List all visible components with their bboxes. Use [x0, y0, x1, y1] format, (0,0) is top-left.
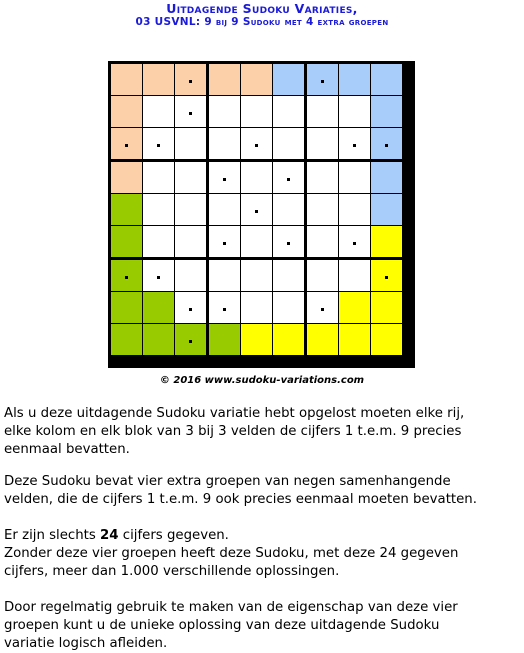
page-title: Uitdagende Sudoku Variaties,	[166, 1, 358, 16]
grid-cell-blue	[371, 64, 402, 95]
grid-cell-blue	[371, 162, 402, 193]
grid-cell-white	[143, 260, 174, 291]
grid-cell-white	[209, 162, 240, 193]
grid-cell-orange	[175, 64, 206, 95]
grid-cell-green	[111, 194, 142, 225]
grid-cell-yellow	[307, 324, 338, 355]
grid-cell-white	[339, 226, 370, 257]
text-line: groepen kunt u de unieke oplossing van deze uitdagende Sudoku	[4, 618, 440, 633]
text-line: cijfers, meer dan 1.000 verschillende oplossingen.	[4, 564, 340, 579]
solution-paragraph	[4, 599, 520, 653]
groups-paragraph	[4, 473, 520, 509]
grid-cell-white	[241, 260, 272, 291]
grid-cell-white	[307, 162, 338, 193]
given-mark	[189, 340, 192, 343]
given-mark	[353, 144, 356, 147]
grid-cell-blue	[371, 96, 402, 127]
given-mark	[385, 276, 388, 279]
page-subtitle: 03 USVNL: 9 bij 9 Sudoku met 4 extra groepen	[135, 16, 389, 28]
grid-cell-white	[273, 260, 304, 291]
given-count: 24	[100, 528, 119, 543]
grid-cell-white	[143, 226, 174, 257]
text-line: Als u deze uitdagende Sudoku variatie hebt opgelost moeten elke rij,	[4, 406, 465, 421]
given-mark	[223, 178, 226, 181]
copyright-notice: © 2016 www.sudoku-variations.com	[159, 375, 365, 386]
grid-cell-white	[307, 226, 338, 257]
given-mark	[125, 144, 128, 147]
grid-cell-white	[307, 96, 338, 127]
grid-cell-white	[241, 128, 272, 159]
intro-paragraph	[4, 405, 520, 459]
grid-cell-white	[143, 96, 174, 127]
grid-cell-white	[175, 226, 206, 257]
grid-cell-green	[111, 324, 142, 355]
grid-cell-blue	[273, 64, 304, 95]
givens-paragraph	[4, 527, 520, 581]
grid-cell-yellow	[339, 324, 370, 355]
grid-cell-white	[241, 226, 272, 257]
text-line: variatie logisch afleiden.	[4, 636, 168, 651]
given-mark	[157, 276, 160, 279]
grid-cell-blue	[371, 128, 402, 159]
text-line: eenmaal bevatten.	[4, 442, 130, 457]
grid-cell-white	[339, 128, 370, 159]
given-mark	[125, 276, 128, 279]
given-mark	[223, 308, 226, 311]
grid-cell-white	[175, 292, 206, 323]
grid-cell-blue	[307, 64, 338, 95]
given-mark	[255, 144, 258, 147]
grid-cell-blue	[371, 194, 402, 225]
grid-cell-white	[209, 128, 240, 159]
grid-cell-green	[111, 226, 142, 257]
given-mark	[321, 80, 324, 83]
grid-cell-white	[175, 128, 206, 159]
grid-cell-white	[209, 260, 240, 291]
grid-cell-white	[175, 162, 206, 193]
grid-cell-white	[273, 292, 304, 323]
given-mark	[287, 178, 290, 181]
grid-cell-yellow	[371, 226, 402, 257]
grid-cell-white	[307, 128, 338, 159]
grid-cell-white	[209, 96, 240, 127]
grid-cell-white	[339, 96, 370, 127]
grid-cell-white	[339, 194, 370, 225]
grid-cell-white	[273, 128, 304, 159]
text-line	[4, 527, 520, 545]
grid-cell-green	[175, 324, 206, 355]
text-fragment: cijfers gegeven.	[118, 528, 229, 543]
grid-cell-white	[175, 260, 206, 291]
grid-cell-white	[241, 292, 272, 323]
text-line: Door regelmatig gebruik te maken van de eigenschap van deze vier	[4, 600, 458, 615]
text-line: Deze Sudoku bevat vier extra groepen van negen samenhangende	[4, 474, 451, 489]
given-mark	[223, 242, 226, 245]
grid-cell-white	[307, 194, 338, 225]
grid-cell-white	[209, 292, 240, 323]
grid-cell-white	[307, 260, 338, 291]
text-line: elke kolom en elk blok van 3 bij 3 velden de cijfers 1 t.e.m. 9 precies	[4, 424, 462, 439]
given-mark	[189, 308, 192, 311]
grid-cell-white	[143, 194, 174, 225]
text-line: Zonder deze vier groepen heeft deze Sudoku, met deze 24 gegeven	[4, 546, 459, 561]
grid-cell-white	[143, 162, 174, 193]
given-mark	[255, 210, 258, 213]
grid-cell-orange	[241, 64, 272, 95]
grid-cell-white	[241, 194, 272, 225]
grid-cell-blue	[339, 64, 370, 95]
text-fragment: Er zijn slechts	[4, 528, 101, 543]
given-mark	[287, 242, 290, 245]
given-mark	[189, 112, 192, 115]
grid-cell-white	[209, 194, 240, 225]
grid-cell-orange	[143, 64, 174, 95]
grid-cell-white	[143, 128, 174, 159]
grid-cell-white	[209, 226, 240, 257]
grid-cell-green	[143, 324, 174, 355]
grid-cell-white	[273, 194, 304, 225]
grid-cell-white	[241, 162, 272, 193]
grid-cell-green	[209, 324, 240, 355]
grid-cell-yellow	[371, 260, 402, 291]
given-mark	[321, 308, 324, 311]
given-mark	[353, 242, 356, 245]
grid-cell-orange	[111, 96, 142, 127]
given-mark	[157, 144, 160, 147]
grid-cell-green	[111, 260, 142, 291]
grid-cell-white	[273, 96, 304, 127]
grid-cell-white	[175, 96, 206, 127]
given-mark	[189, 80, 192, 83]
grid-cell-yellow	[241, 324, 272, 355]
grid-cell-white	[307, 292, 338, 323]
grid-cell-green	[111, 292, 142, 323]
grid-cell-yellow	[371, 292, 402, 323]
grid-cell-white	[273, 162, 304, 193]
text-line: velden, die de cijfers 1 t.e.m. 9 ook precies eenmaal moeten bevatten.	[4, 492, 477, 507]
grid-cell-yellow	[273, 324, 304, 355]
grid-cell-white	[339, 260, 370, 291]
grid-cell-yellow	[339, 292, 370, 323]
grid-cell-yellow	[371, 324, 402, 355]
given-mark	[385, 144, 388, 147]
grid-cell-white	[175, 194, 206, 225]
grid-cell-orange	[111, 162, 142, 193]
grid-cell-orange	[111, 128, 142, 159]
grid-cell-white	[339, 162, 370, 193]
sudoku-grid	[108, 61, 415, 368]
grid-cell-orange	[111, 64, 142, 95]
grid-cell-orange	[209, 64, 240, 95]
grid-cell-green	[143, 292, 174, 323]
grid-cell-white	[273, 226, 304, 257]
grid-cell-white	[241, 96, 272, 127]
